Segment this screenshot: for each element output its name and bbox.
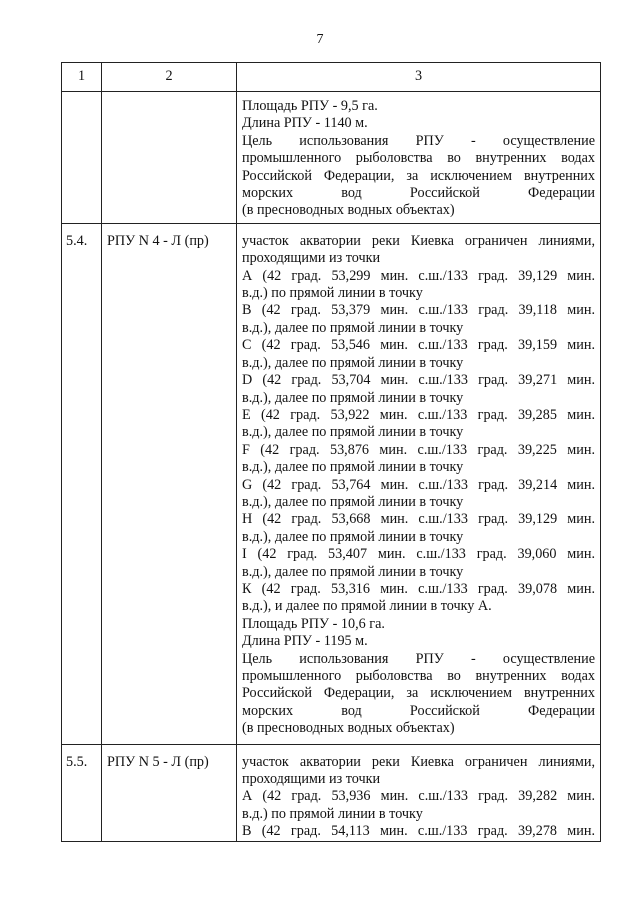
column-header-3: 3 xyxy=(237,63,601,92)
table-row-5-4 xyxy=(62,223,601,744)
description-line: I (42 град. 53,407 мин. с.ш./133 град. 39,060 мин. xyxy=(242,546,595,563)
description-line: Площадь РПУ - 10,6 га. xyxy=(242,615,385,632)
description-line: Цель использования РПУ - осуществление xyxy=(242,132,595,149)
description-line: (в пресноводных водных объектах) xyxy=(242,202,455,219)
description-line: морских вод Российской Федерации xyxy=(242,702,595,719)
description-line: проходящими из точки xyxy=(242,250,381,267)
table-row-continuation xyxy=(62,92,601,224)
description-line: Длина РПУ - 1195 м. xyxy=(242,633,368,650)
row-number-cell: 5.4. xyxy=(62,223,102,744)
description-line: Российской Федерации, за исключением внутренних xyxy=(242,685,595,702)
row-number-cell: 5.5. xyxy=(62,744,102,841)
description-line: К (42 град. 53,316 мин. с.ш./133 град. 39,078 мин. xyxy=(242,580,595,597)
description-line: участок акватории реки Киевка ограничен линиями, xyxy=(242,232,595,249)
description-line: в.д.), далее по прямой линии в точку xyxy=(242,354,464,371)
row-description-cell xyxy=(237,223,601,744)
description-line: С (42 град. 53,546 мин. с.ш./133 град. 39,159 мин. xyxy=(242,337,595,354)
description-line: в.д.), далее по прямой линии в точку xyxy=(242,424,464,441)
column-header-2: 2 xyxy=(102,63,237,92)
row-name-cell: РПУ N 4 - Л (пр) xyxy=(102,223,237,744)
description-line: (в пресноводных водных объектах) xyxy=(242,720,455,737)
description-line: F (42 град. 53,876 мин. с.ш./133 град. 39,225 мин. xyxy=(242,441,595,458)
description-line: в.д.) по прямой линии в точку xyxy=(242,285,423,302)
table-row-5-5 xyxy=(62,744,601,841)
description-line: в.д.), далее по прямой линии в точку xyxy=(242,528,464,545)
description-line: А (42 град. 53,299 мин. с.ш./133 град. 39,129 мин. xyxy=(242,267,595,284)
description-line: участок акватории реки Киевка ограничен линиями, xyxy=(242,753,595,770)
row-description-cell xyxy=(237,92,601,224)
description-line: в.д.) по прямой линии в точку xyxy=(242,805,423,822)
page-number: 7 xyxy=(316,32,324,47)
description-line: Российской Федерации, за исключением внутренних xyxy=(242,167,595,184)
description-line: в.д.), далее по прямой линии в точку xyxy=(242,389,464,406)
description-line: в.д.), далее по прямой линии в точку xyxy=(242,563,464,580)
column-header-1: 1 xyxy=(62,63,102,92)
description-line: В (42 град. 54,113 мин. с.ш./133 град. 39,278 мин. xyxy=(242,823,595,840)
description-line: морских вод Российской Федерации xyxy=(242,185,595,202)
description-line: в.д.), далее по прямой линии в точку xyxy=(242,493,464,510)
description-line: проходящими из точки xyxy=(242,771,381,788)
description-line: Цель использования РПУ - осуществление xyxy=(242,650,595,667)
description-line: G (42 град. 53,764 мин. с.ш./133 град. 39,214 мин. xyxy=(242,476,595,493)
description-line: Е (42 град. 53,922 мин. с.ш./133 град. 39,285 мин. xyxy=(242,406,595,423)
row-description-cell xyxy=(237,744,601,841)
row-name-cell: РПУ N 5 - Л (пр) xyxy=(102,744,237,841)
row-name-cell xyxy=(102,92,237,224)
description-line: Н (42 град. 53,668 мин. с.ш./133 град. 39,129 мин. xyxy=(242,511,595,528)
row-number-cell xyxy=(62,92,102,224)
description-line: D (42 град. 53,704 мин. с.ш./133 град. 39,271 мин. xyxy=(242,372,595,389)
description-line: промышленного рыболовства во внутренних водах xyxy=(242,668,595,684)
description-line: В (42 град. 53,379 мин. с.ш./133 град. 39,118 мин. xyxy=(242,302,595,319)
description-line: промышленного рыболовства во внутренних водах xyxy=(242,150,595,167)
table-header-row xyxy=(62,63,601,92)
description-line: А (42 град. 53,936 мин. с.ш./133 град. 39,282 мин. xyxy=(242,788,595,805)
description-line: в.д.), далее по прямой линии в точку xyxy=(242,459,464,476)
description-line: в.д.), и далее по прямой линии в точку А. xyxy=(242,598,492,615)
description-line: Длина РПУ - 1140 м. xyxy=(242,115,368,132)
document-table xyxy=(61,62,601,842)
description-line: в.д.), далее по прямой линии в точку xyxy=(242,319,464,336)
description-line: Площадь РПУ - 9,5 га. xyxy=(242,98,378,114)
